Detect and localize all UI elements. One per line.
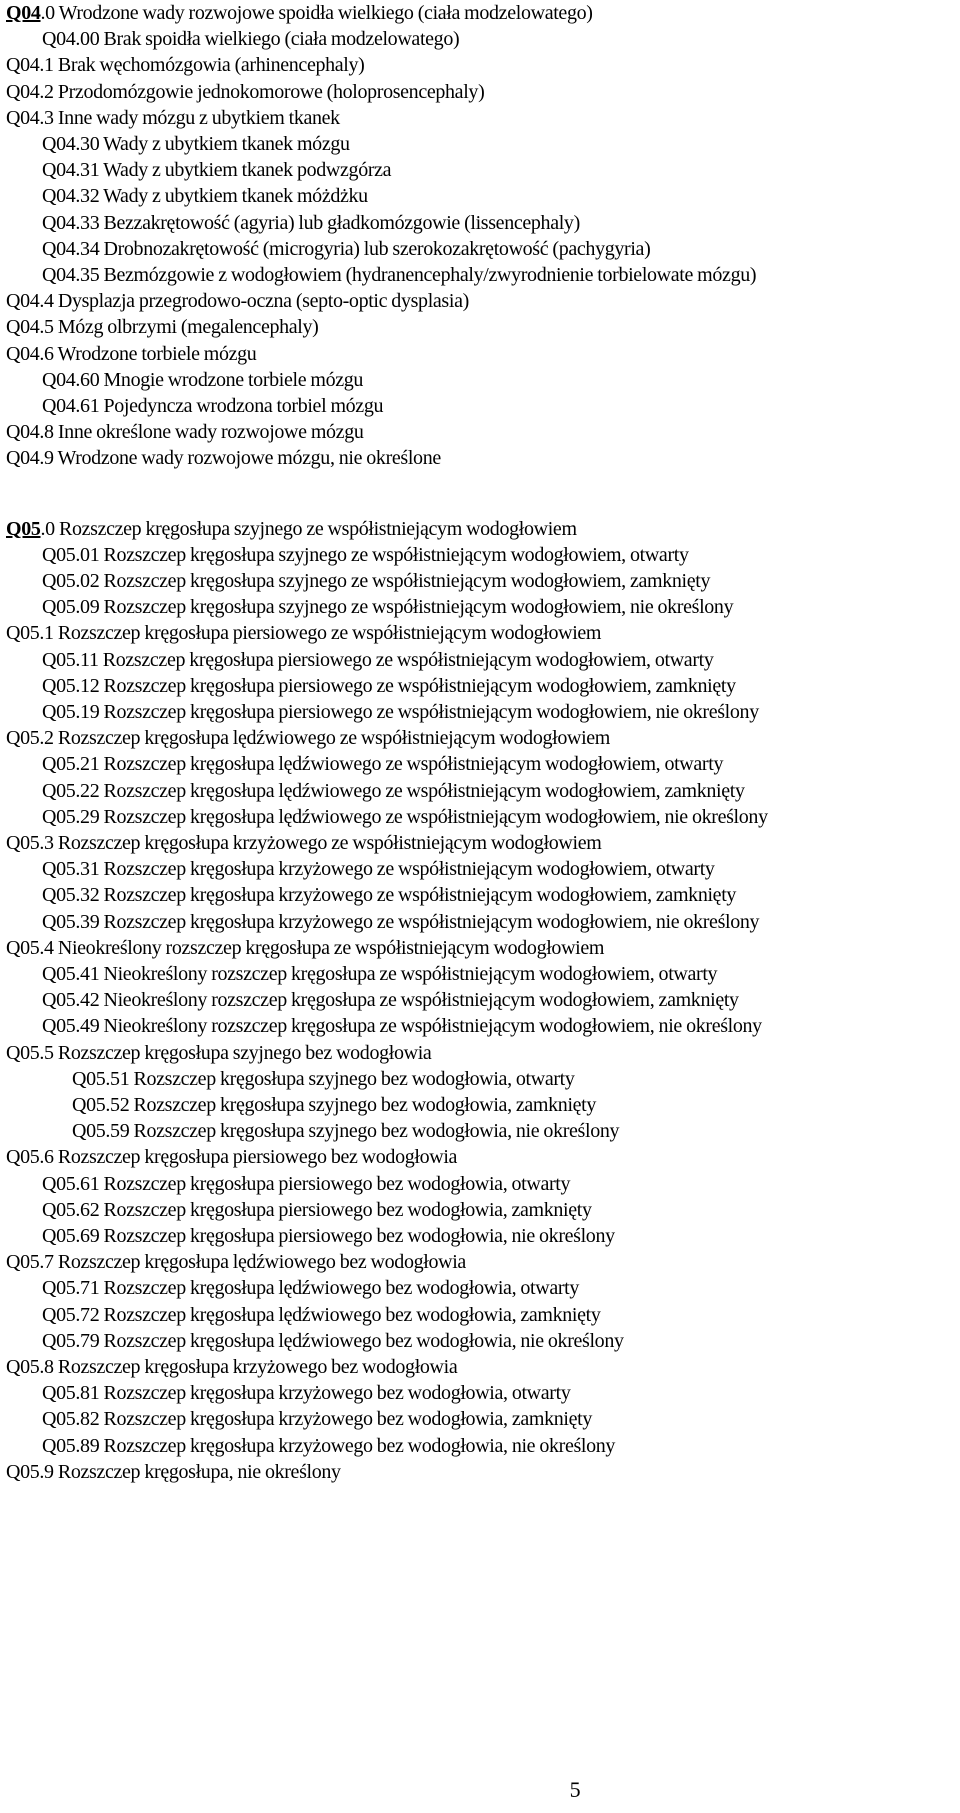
code-entry (42, 1380, 570, 1406)
code-number: Q05.7 (6, 1251, 54, 1274)
code-entry (42, 393, 383, 419)
code-label (42, 1277, 99, 1299)
code-number: Q05.71 (42, 1277, 100, 1300)
code-entry (42, 210, 580, 236)
code-description: Bezzakrętowość (agyria) lub gładkomózgowie (lissencephaly) (99, 211, 580, 234)
code-entry (42, 778, 745, 804)
code-label (42, 1408, 99, 1430)
code-number: Q05.79 (42, 1329, 100, 1352)
code-description: Wady z ubytkiem tkanek mózgu (99, 133, 350, 155)
code-label (6, 447, 54, 469)
code-number: Q05.42 (42, 989, 100, 1012)
code-description: Brak spoidła wielkiego (ciała modzelowatego) (99, 28, 460, 51)
group-code: Q05 (6, 517, 41, 540)
code-entry (42, 961, 717, 987)
code-number: Q04.6 (6, 342, 54, 365)
code-entry (42, 1013, 762, 1039)
code-entry (6, 0, 593, 26)
code-entry (6, 620, 601, 646)
code-description: Rozszczep kręgosłupa lędźwiowego ze współistniejącym wodogłowiem, nie określony (99, 805, 768, 828)
code-entry (42, 594, 733, 620)
code-entry (42, 1275, 579, 1301)
code-label (42, 649, 99, 671)
code-description: Wrodzone wady rozwojowe spoidła wielkiego (ciała modzelowatego) (54, 2, 593, 24)
code-label (42, 858, 99, 880)
code-entry (42, 236, 650, 262)
code-description: Drobnozakrętowość (microgyria) lub szerokozakrętowość (pachygyria) (99, 237, 651, 260)
code-label (42, 1382, 99, 1404)
code-label (42, 806, 99, 828)
code-label (6, 1042, 54, 1064)
code-description: Rozszczep kręgosłupa krzyżowego ze współistniejącym wodogłowiem (53, 832, 602, 854)
code-number: Q05.41 (42, 963, 100, 985)
code-number: Q04.00 (42, 28, 100, 51)
code-description: Inne wady mózgu z ubytkiem tkanek (53, 106, 340, 129)
code-entry (6, 935, 604, 961)
code-number: Q05.49 (42, 1015, 100, 1038)
code-label (42, 544, 99, 566)
code-label (72, 1068, 129, 1090)
code-entry (6, 1144, 457, 1170)
code-number: Q04.32 (42, 185, 100, 208)
code-entry (42, 1197, 592, 1223)
code-description: Rozszczep kręgosłupa lędźwiowego ze współistniejącym wodogłowiem, zamknięty (99, 779, 745, 802)
code-number: Q04.60 (42, 368, 100, 391)
code-description: Rozszczep kręgosłupa krzyżowego ze współistniejącym wodogłowiem, zamknięty (99, 884, 737, 907)
code-number: Q05.01 (42, 543, 100, 566)
code-entry (6, 1354, 457, 1380)
code-number: Q05.11 (42, 648, 99, 671)
code-label (42, 701, 99, 723)
code-description: Rozszczep kręgosłupa krzyżowego bez wodogłowia, nie określony (99, 1434, 616, 1457)
code-number: Q05.72 (42, 1303, 100, 1326)
code-description: Rozszczep kręgosłupa krzyżowego bez wodogłowia (53, 1356, 458, 1378)
code-number: Q05.2 (6, 727, 54, 750)
code-number: Q04.2 (6, 80, 54, 103)
code-description: Rozszczep kręgosłupa piersiowego bez wodogłowia, zamknięty (99, 1198, 592, 1221)
code-number: Q05.6 (6, 1146, 54, 1169)
code-label (42, 159, 99, 181)
code-entry (72, 1066, 575, 1092)
code-entry (72, 1092, 596, 1118)
code-description: Rozszczep kręgosłupa szyjnego bez wodogłowia, nie określony (129, 1120, 620, 1143)
code-entry (42, 262, 756, 288)
code-entry (42, 673, 736, 699)
code-description: Bezmózgowie z wodogłowiem (hydranencephaly/zwyrodnienie torbielowate mózgu) (99, 264, 757, 286)
code-number: Q05.22 (42, 779, 100, 802)
code-description: Rozszczep kręgosłupa szyjnego bez wodogłowia, zamknięty (129, 1094, 597, 1116)
code-entry (6, 1040, 431, 1066)
code-number: Q05.9 (6, 1460, 54, 1483)
code-label (6, 622, 54, 644)
code-number: Q04.61 (42, 395, 100, 417)
code-label (42, 1225, 99, 1247)
code-label (6, 1251, 54, 1273)
code-label (6, 316, 54, 338)
code-description: Wady z ubytkiem tkanek móżdżku (99, 185, 368, 208)
code-entry (42, 882, 736, 908)
code-label (72, 1094, 129, 1116)
code-entry (42, 909, 759, 935)
code-label (42, 369, 99, 391)
code-label (6, 727, 54, 749)
code-number: Q05.51 (72, 1067, 130, 1090)
code-number: Q04.33 (42, 211, 100, 234)
code-description: Rozszczep kręgosłupa szyjnego ze współistniejącym wodogłowiem, otwarty (99, 543, 689, 566)
code-entry (42, 987, 739, 1013)
code-number: Q05.29 (42, 805, 100, 828)
code-description: Rozszczep kręgosłupa szyjnego ze współistniejącym wodogłowiem, nie określony (99, 596, 734, 619)
code-label (42, 780, 99, 802)
code-number: Q05.59 (72, 1120, 130, 1143)
code-label (42, 1015, 99, 1037)
code-label (42, 238, 99, 260)
code-number: Q05.21 (42, 753, 100, 776)
code-number: Q05.81 (42, 1382, 100, 1405)
code-number: Q04.4 (6, 290, 54, 313)
code-entry (6, 52, 364, 78)
code-label (6, 832, 54, 854)
code-description: Wady z ubytkiem tkanek podwzgórza (99, 159, 392, 182)
code-number: Q04.1 (6, 54, 54, 77)
code-number: Q05.1 (6, 622, 54, 645)
code-number: Q05.09 (42, 596, 100, 619)
code-entry (42, 856, 715, 882)
code-label (6, 2, 55, 24)
code-entry (42, 1433, 615, 1459)
code-description: Mnogie wrodzone torbiele mózgu (99, 368, 364, 391)
code-label (42, 133, 99, 155)
code-label (6, 54, 54, 76)
code-entry (42, 26, 459, 52)
code-label (42, 185, 99, 207)
code-description: Rozszczep kręgosłupa piersiowego bez wodogłowia (53, 1146, 458, 1169)
code-description: Mózg olbrzymi (megalencephaly) (53, 316, 319, 339)
code-entry (6, 725, 610, 751)
code-description: Rozszczep kręgosłupa szyjnego ze współistniejącym wodogłowiem (54, 517, 577, 540)
code-entry (42, 568, 710, 594)
code-label (42, 1435, 99, 1457)
code-label (6, 421, 54, 443)
code-number: Q04.3 (6, 106, 54, 129)
code-label (6, 107, 54, 129)
code-description: Przodomózgowie jednokomorowe (holoprosencephaly) (53, 80, 485, 103)
code-entry (42, 1223, 615, 1249)
code-description: Rozszczep kręgosłupa piersiowego ze współistniejącym wodogłowiem (53, 622, 602, 645)
code-entry (6, 516, 577, 542)
code-description: Rozszczep kręgosłupa piersiowego ze współistniejącym wodogłowiem, nie określony (99, 701, 759, 723)
code-number: Q05.8 (6, 1356, 54, 1378)
code-description: Rozszczep kręgosłupa lędźwiowego bez wodogłowia, otwarty (99, 1277, 580, 1300)
code-entry (42, 1328, 624, 1354)
code-number: Q05.12 (42, 674, 100, 697)
code-description: Nieokreślony rozszczep kręgosłupa ze współistniejącym wodogłowiem, zamknięty (99, 989, 739, 1012)
code-number: Q05.61 (42, 1172, 100, 1195)
code-label (42, 596, 99, 618)
code-number: .0 (40, 2, 55, 24)
code-number: Q05.52 (72, 1094, 130, 1116)
code-entry (6, 341, 256, 367)
code-description: Rozszczep kręgosłupa piersiowego ze współistniejącym wodogłowiem, zamknięty (99, 674, 736, 697)
code-description: Rozszczep kręgosłupa krzyżowego bez wodogłowia, zamknięty (99, 1408, 592, 1431)
code-label (42, 675, 99, 697)
code-description: Rozszczep kręgosłupa krzyżowego bez wodogłowia, otwarty (99, 1382, 571, 1405)
code-description: Inne określone wady rozwojowe mózgu (53, 421, 364, 444)
code-entry (6, 288, 469, 314)
code-label (42, 28, 99, 50)
code-label (42, 963, 99, 985)
code-description: Rozszczep kręgosłupa szyjnego ze współistniejącym wodogłowiem, zamknięty (99, 570, 711, 592)
code-number: .0 (40, 517, 55, 540)
code-number: Q05.5 (6, 1041, 54, 1064)
code-label (42, 264, 99, 286)
code-description: Rozszczep kręgosłupa piersiowego bez wodogłowia, otwarty (99, 1172, 571, 1195)
code-description: Rozszczep kręgosłupa lędźwiowego ze współistniejącym wodogłowiem, otwarty (99, 753, 724, 776)
code-number: Q04.34 (42, 237, 100, 260)
code-entry (42, 542, 689, 568)
code-entry (42, 131, 350, 157)
code-number: Q05.4 (6, 936, 54, 959)
code-entry (42, 1406, 592, 1432)
code-number: Q04.30 (42, 133, 100, 155)
code-entry (42, 751, 723, 777)
code-number: Q05.19 (42, 701, 100, 723)
code-entry (6, 419, 364, 445)
code-number: Q04.5 (6, 316, 54, 339)
code-label (42, 1173, 99, 1195)
code-number: Q05.69 (42, 1225, 100, 1247)
code-entry (42, 804, 768, 830)
code-label (6, 1146, 54, 1168)
code-label (6, 518, 55, 540)
code-description: Dysplazja przegrodowo-oczna (septo-optic dysplasia) (53, 290, 469, 313)
code-entry (42, 1302, 601, 1328)
code-label (42, 753, 99, 775)
code-number: Q05.31 (42, 858, 100, 881)
code-entry (6, 1459, 341, 1485)
code-description: Rozszczep kręgosłupa piersiowego bez wodogłowia, nie określony (99, 1225, 615, 1247)
code-label (42, 212, 99, 234)
code-label (42, 884, 99, 906)
code-number: Q04.35 (42, 264, 100, 286)
code-label (6, 81, 54, 103)
code-number: Q05.3 (6, 832, 54, 854)
code-description: Rozszczep kręgosłupa, nie określony (53, 1460, 341, 1483)
code-number: Q04.9 (6, 447, 54, 470)
code-description: Nieokreślony rozszczep kręgosłupa ze współistniejącym wodogłowiem, nie określony (99, 1015, 762, 1038)
code-entry (42, 367, 363, 393)
code-number: Q05.62 (42, 1198, 100, 1221)
code-entry (6, 830, 601, 856)
code-description: Nieokreślony rozszczep kręgosłupa ze współistniejącym wodogłowiem, otwarty (99, 963, 718, 985)
code-label (42, 1330, 99, 1352)
code-description: Rozszczep kręgosłupa lędźwiowego bez wodogłowia (53, 1251, 466, 1274)
code-entry (6, 1249, 466, 1275)
code-label (6, 290, 54, 312)
code-label (42, 395, 99, 417)
code-entry (6, 314, 318, 340)
code-description: Rozszczep kręgosłupa lędźwiowego bez wodogłowia, nie określony (99, 1329, 624, 1352)
code-number: Q05.39 (42, 910, 100, 933)
code-label (42, 911, 99, 933)
code-label (6, 937, 54, 959)
code-description: Rozszczep kręgosłupa piersiowego ze współistniejącym wodogłowiem, otwarty (98, 648, 714, 671)
page-number: 5 (569, 1777, 581, 1802)
code-label (42, 989, 99, 1011)
code-description: Rozszczep kręgosłupa szyjnego bez wodogłowia, otwarty (129, 1067, 575, 1090)
code-entry (42, 183, 368, 209)
code-description: Wrodzone wady rozwojowe mózgu, nie określone (53, 447, 441, 470)
code-label (6, 1461, 54, 1483)
code-number: Q04.8 (6, 421, 54, 444)
code-entry (42, 1171, 570, 1197)
code-label (42, 1199, 99, 1221)
code-description: Rozszczep kręgosłupa krzyżowego ze współistniejącym wodogłowiem, otwarty (99, 858, 715, 881)
code-number: Q05.82 (42, 1408, 100, 1431)
code-entry (6, 445, 441, 471)
code-entry (6, 105, 340, 131)
code-description: Pojedyncza wrodzona torbiel mózgu (99, 395, 384, 417)
code-entry (72, 1118, 619, 1144)
code-label (72, 1120, 129, 1142)
code-number: Q04.31 (42, 159, 100, 182)
code-description: Rozszczep kręgosłupa krzyżowego ze współistniejącym wodogłowiem, nie określony (99, 910, 760, 933)
code-label (6, 343, 54, 365)
code-number: Q05.02 (42, 570, 100, 592)
code-description: Nieokreślony rozszczep kręgosłupa ze współistniejącym wodogłowiem (53, 936, 605, 959)
code-number: Q05.32 (42, 884, 100, 907)
code-entry (42, 647, 714, 673)
code-label (6, 1356, 54, 1378)
code-label (42, 1304, 99, 1326)
code-description: Rozszczep kręgosłupa lędźwiowego bez wodogłowia, zamknięty (99, 1303, 601, 1326)
code-number: Q05.89 (42, 1434, 100, 1457)
code-description: Wrodzone torbiele mózgu (53, 342, 257, 365)
code-label (42, 570, 99, 592)
code-entry (6, 79, 484, 105)
code-description: Rozszczep kręgosłupa lędźwiowego ze współistniejącym wodogłowiem (53, 727, 611, 750)
code-entry (42, 157, 391, 183)
group-code: Q04 (6, 2, 41, 24)
code-entry (42, 699, 759, 725)
code-description: Brak węchomózgowia (arhinencephaly) (53, 54, 365, 77)
code-description: Rozszczep kręgosłupa szyjnego bez wodogłowia (53, 1041, 432, 1064)
